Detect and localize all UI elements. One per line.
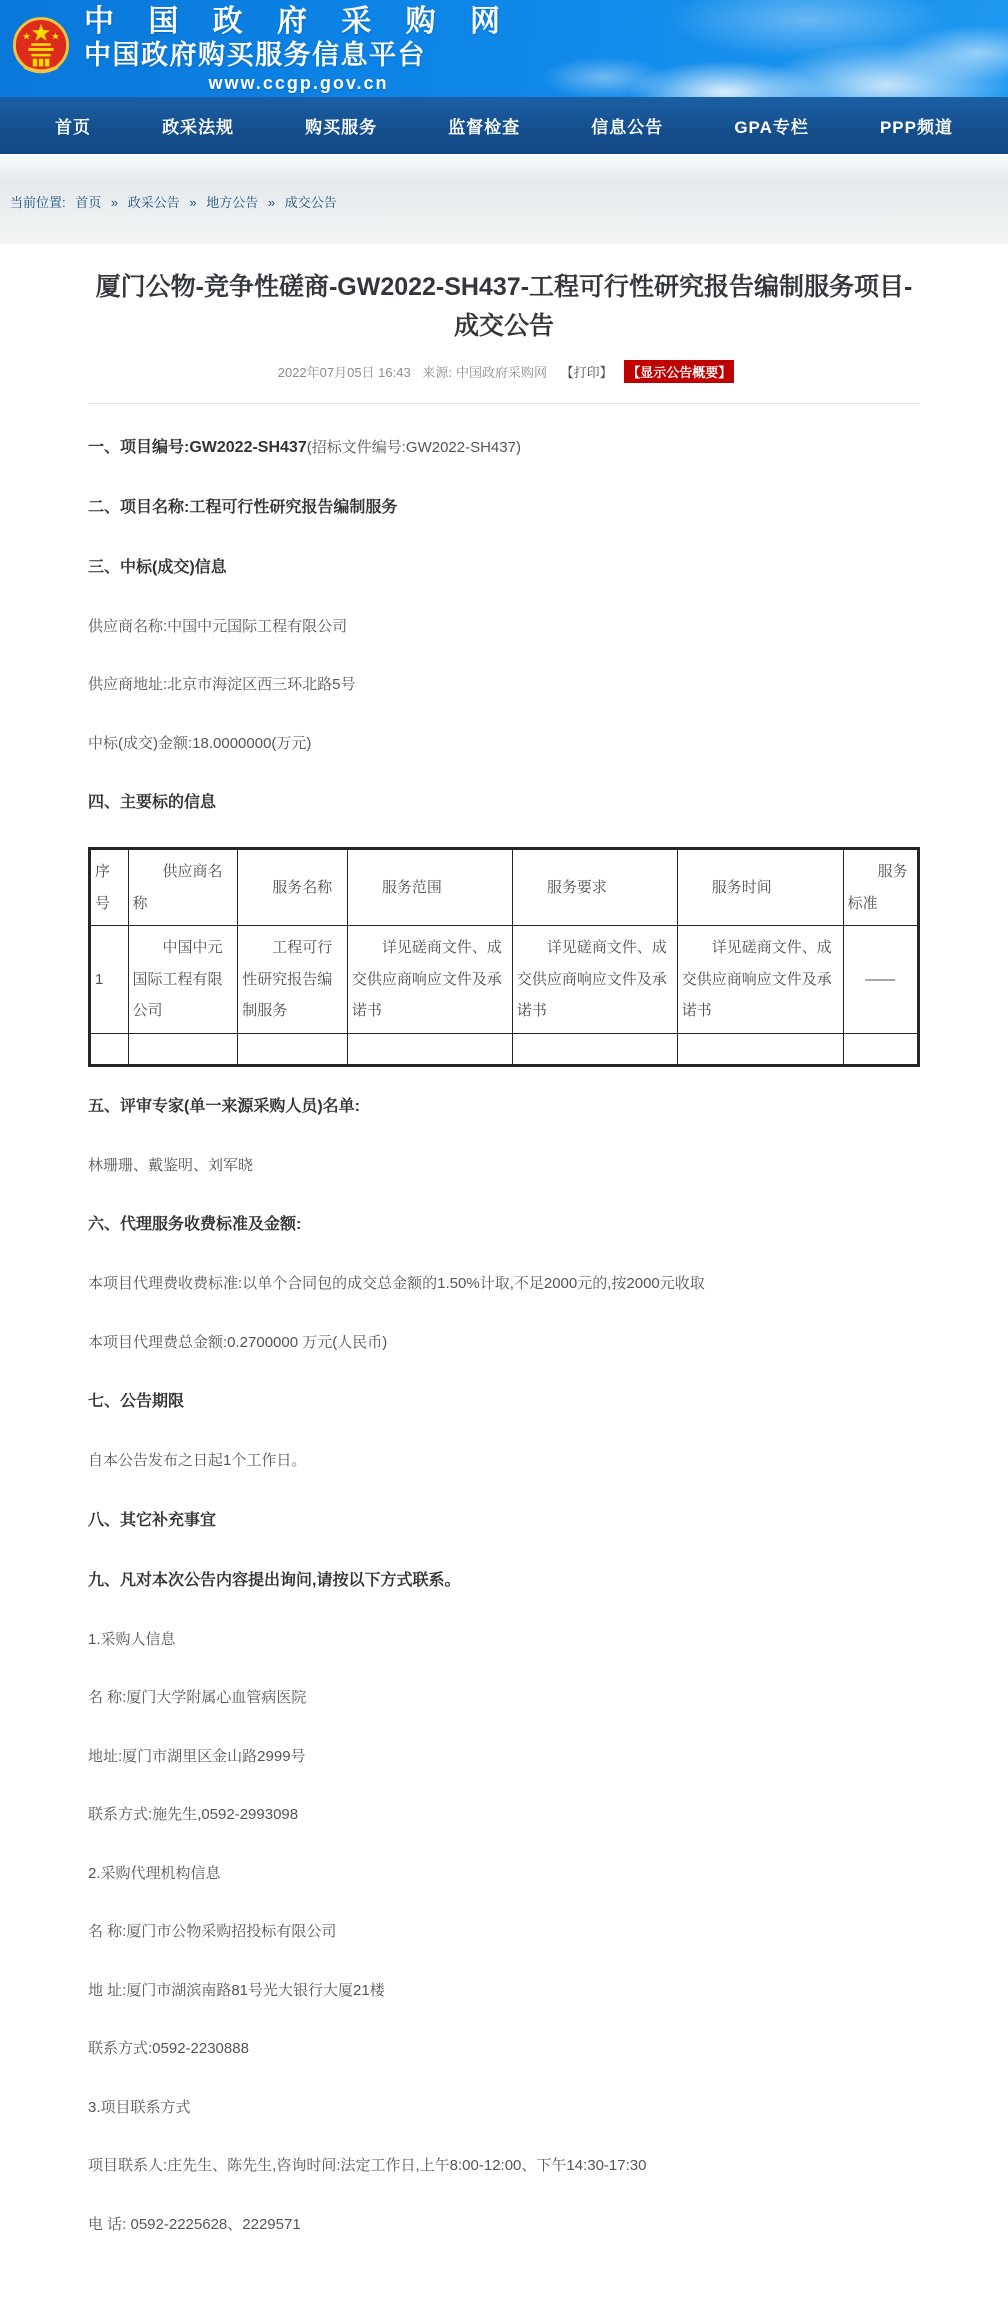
- section-project-name: 二、项目名称:工程可行性研究报告编制服务: [88, 498, 398, 516]
- breadcrumb-strip: [0, 154, 1008, 244]
- contact3-title: 3.项目联系方式: [88, 2098, 191, 2116]
- show-summary-button[interactable]: 【显示公告概要】: [624, 360, 734, 383]
- nav-item-supervision[interactable]: 监督检查: [448, 118, 521, 137]
- section-contact-intro: 九、凡对本次公告内容提出询问,请按以下方式联系。: [88, 1571, 461, 1589]
- section-main-subject: 四、主要标的信息: [88, 794, 217, 811]
- site-logo[interactable]: [84, 5, 513, 92]
- contact2-name: 名 称:厦门市公物采购招投标有限公司: [88, 1923, 337, 1940]
- contact2-title: 2.采购代理机构信息: [88, 1864, 221, 1882]
- contact3-phone: 电 话: 0592-2225628、2229571: [88, 2215, 301, 2233]
- section-award-info: 三、中标(成交)信息: [88, 558, 227, 576]
- cell-service-name: 工程可行性研究报告编制服务: [238, 926, 348, 1034]
- section-supplementary: 八、其它补充事宜: [88, 1511, 217, 1529]
- field-award-amount: 中标(成交)金额:18.0000000(万元): [88, 734, 312, 752]
- section-agency-fee: 六、代理服务收费标准及金额:: [88, 1216, 302, 1233]
- bid-info-table: [88, 847, 920, 1067]
- contact1-address: 地址:厦门市湖里区金山路2999号: [88, 1747, 306, 1765]
- nav-item-regulations[interactable]: 政采法规: [162, 118, 235, 137]
- header-cell-service-standard: 服务标准: [843, 849, 918, 926]
- cell-service-requirement: 详见磋商文件、成交供应商响应文件及承诺书: [512, 926, 677, 1034]
- contact3-person: 项目联系人:庄先生、陈先生,咨询时间:法定工作日,上午8:00-12:00、下午14:30-17:30: [88, 2157, 647, 2174]
- breadcrumb-label: 当前位置:: [10, 195, 66, 210]
- field-period: 自本公告发布之日起1个工作日。: [88, 1452, 307, 1469]
- cell-service-standard: ——: [843, 926, 918, 1034]
- cell-service-time: 详见磋商文件、成交供应商响应文件及承诺书: [677, 926, 843, 1034]
- header-cell-index: 序号: [90, 849, 129, 926]
- field-agency-fee-total: 本项目代理费总金额:0.2700000 万元(人民币): [88, 1333, 388, 1351]
- table-empty-row: [90, 1033, 919, 1065]
- nav-item-home[interactable]: 首页: [55, 118, 91, 137]
- field-agency-fee-standard: 本项目代理费收费标准:以单个合同包的成交总金额的1.50%计取,不足2000元的,按2000元收取: [88, 1275, 705, 1292]
- national-emblem-icon: [12, 12, 70, 88]
- header-cell-service-time: 服务时间: [677, 849, 843, 926]
- cell-index: 1: [90, 926, 129, 1034]
- cell-service-scope: 详见磋商文件、成交供应商响应文件及承诺书: [347, 926, 512, 1034]
- breadcrumb-link-notices[interactable]: 政采公告: [127, 195, 180, 210]
- main-nav: [0, 97, 1008, 154]
- table-row: [90, 926, 919, 1034]
- nav-item-ppp[interactable]: PPP频道: [879, 118, 953, 137]
- contact2-phone: 联系方式:0592-2230888: [88, 2040, 249, 2057]
- announcement-title: 厦门公物-竞争性磋商-GW2022-SH437-工程可行性研究报告编制服务项目-成交公告: [95, 273, 913, 340]
- announcement-body: [88, 404, 920, 2255]
- breadcrumb-separator: »: [110, 195, 119, 210]
- site-subtitle: 中国政府购买服务信息平台: [84, 40, 426, 70]
- cell-supplier: 中国中元国际工程有限公司: [128, 926, 238, 1034]
- breadcrumb-link-local[interactable]: 地方公告: [206, 195, 259, 210]
- contact2-address: 地 址:厦门市湖滨南路81号光大银行大厦21楼: [88, 1981, 385, 1999]
- site-url: www.ccgp.gov.cn: [208, 73, 389, 93]
- header-cell-service-name: 服务名称: [238, 849, 348, 926]
- contact1-title: 1.采购人信息: [88, 1630, 176, 1648]
- field-supplier-name: 供应商名称:中国中元国际工程有限公司: [88, 617, 348, 635]
- meta-datetime: 2022年07月05日 16:43: [277, 364, 411, 380]
- breadcrumb: [10, 192, 1008, 211]
- header-cell-supplier: 供应商名称: [128, 849, 238, 926]
- breadcrumb-separator: »: [267, 195, 276, 210]
- table-header-row: [90, 849, 919, 926]
- nav-item-announcements[interactable]: 信息公告: [591, 118, 664, 137]
- site-title: 中 国 政 府 采 购 网: [84, 5, 514, 38]
- announcement-content: [0, 244, 1008, 2314]
- contact1-name: 名 称:厦门大学附属心血管病医院: [88, 1689, 307, 1706]
- print-button[interactable]: 【打印】: [560, 364, 613, 380]
- meta-bar: [88, 360, 920, 404]
- section-notice-period: 七、公告期限: [88, 1393, 185, 1410]
- header-cell-service-scope: 服务范围: [347, 849, 512, 926]
- field-expert-names: 林珊珊、戴鉴明、刘军晓: [88, 1156, 254, 1174]
- breadcrumb-link-award[interactable]: 成交公告: [284, 195, 337, 210]
- nav-item-purchase-services[interactable]: 购买服务: [305, 118, 378, 137]
- meta-source-value: 中国政府采购网: [455, 364, 547, 380]
- section-project-number: 一、项目编号:GW2022-SH437(招标文件编号:GW2022-SH437): [88, 438, 521, 456]
- contact1-phone: 联系方式:施先生,0592-2993098: [88, 1806, 299, 1823]
- header-cell-service-requirement: 服务要求: [512, 849, 677, 926]
- meta-source-label: 来源:: [422, 364, 452, 380]
- site-header: [0, 0, 1008, 97]
- section-experts: 五、评审专家(单一来源采购人员)名单:: [88, 1097, 360, 1115]
- breadcrumb-link-home[interactable]: 首页: [75, 195, 102, 210]
- nav-item-gpa[interactable]: GPA专栏: [734, 118, 809, 137]
- field-supplier-address: 供应商地址:北京市海淀区西三环北路5号: [88, 676, 356, 693]
- breadcrumb-separator: »: [189, 195, 197, 210]
